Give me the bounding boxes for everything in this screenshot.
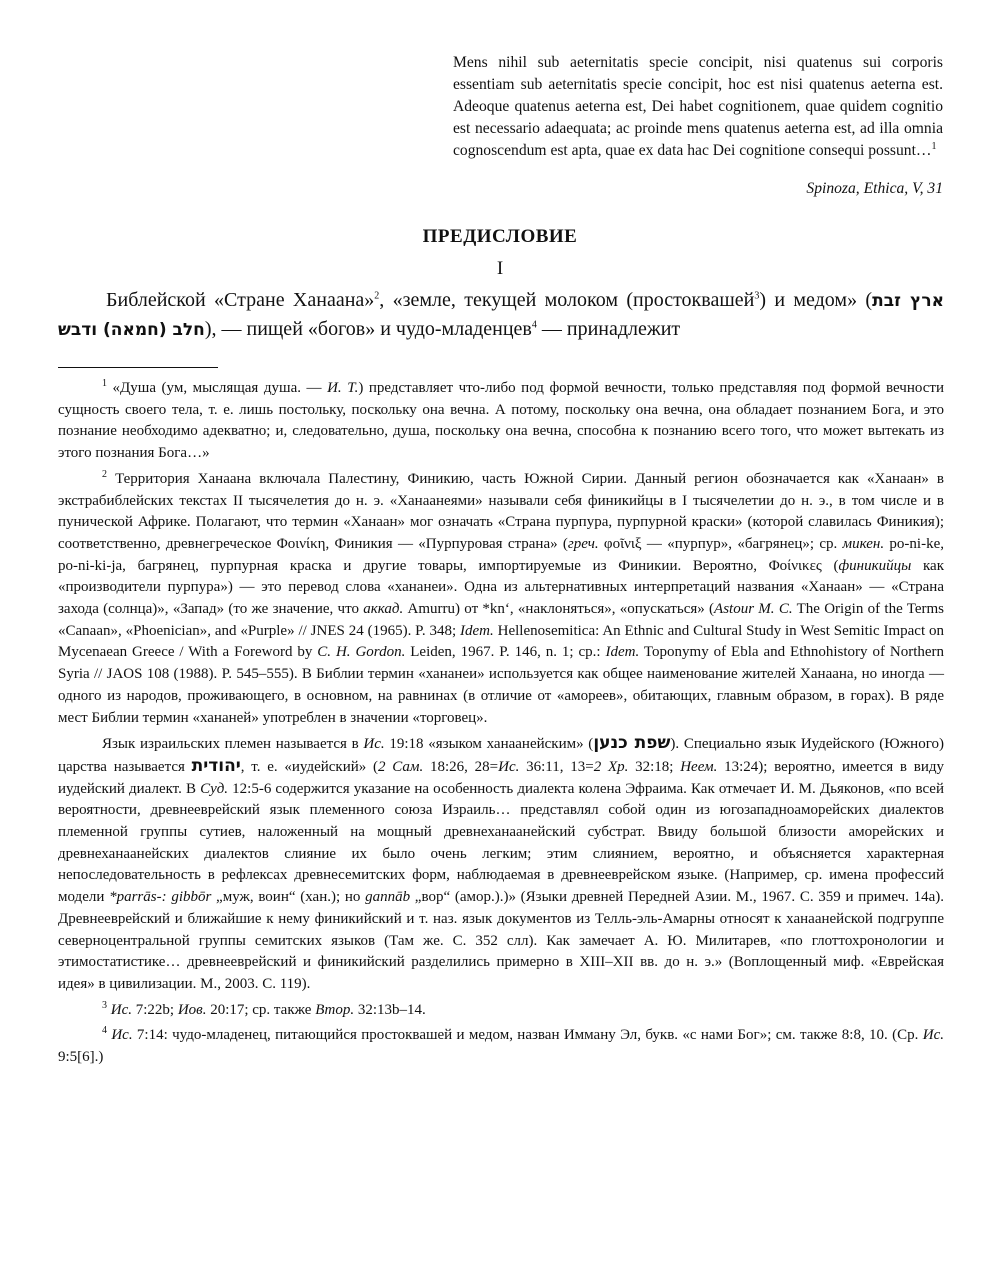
hebrew-phrase: יהודית: [191, 755, 241, 776]
footnote-text-italic: gannāb: [365, 889, 411, 906]
footnote-text: Территория Ханаана включала Палестину, Финикию, часть Южной Сирии. Данный регион обозначается как «Ханаан» в экстрабиблейских текстах II тысячелетия до н. э. «Ханаанеями» называли себя финикийцы в I тысячелетии до н. э., в том числе и в пунической Африке. Полагают, что термин «Ханаан» мог означать «Страна пурпура, пурпурной краски» (которой славилась Финикия); соответственно, древнегреческое Φοινίκη, Финикия — «Пурпуровая страна» (: [58, 470, 944, 552]
footnote-text: 36:11, 13=: [519, 758, 594, 775]
footnote-text-italic: греч.: [567, 535, 599, 552]
footnote-text-italic: Втор.: [315, 1001, 355, 1018]
footnote-text: Язык израильских племен называется в: [102, 736, 364, 753]
footnote-text-italic: И. Т.: [327, 380, 359, 396]
footnote-2-continued: [58, 733, 944, 995]
main-paragraph: [58, 286, 944, 344]
footnote-text: 32:18;: [628, 758, 681, 775]
footnote-text-italic: 2 Хр.: [593, 758, 629, 775]
footnote-text-italic: микен.: [842, 535, 885, 552]
footnote-text: 7:22b;: [132, 1001, 178, 1018]
footnote-text: 18:26, 28=: [423, 758, 499, 775]
footnote-text-italic: Иов.: [177, 1001, 207, 1018]
footnote-4: [58, 1025, 944, 1068]
footnote-text: Toponymy of Ebla and Ethnohistory of Northern Syria // JAOS 108 (1988). P. 545–555). В Библии термин «хананеи» используется как общее наименование жителей Ханаана, но иногда — одного из народов, проживающего, в основном, на равнинах (в отличие от «амореев», обитающих, главным образом, в горах). В ряде мест Библии термин «хананей» употреблен в значении «торговец».: [58, 644, 945, 726]
footnote-text: 7:14: чудо-младенец, питающийся простоквашей и медом, назван Имману Эл, букв. «с нами Бог»; см. также 8:8, 10. (Ср.: [132, 1027, 923, 1044]
footnote-text: Amurru) от *kn‘, «наклоняться», «опускаться» (: [403, 601, 715, 618]
main-text-part: — принадлежит: [536, 318, 681, 340]
footnote-text: 13:24); вероятно, имеется в виду иудейский диалект. В: [58, 758, 944, 797]
footnote-text: 12:5-6 содержится указание на особенность диалекта колена Эфраима. Как отмечает И. М. Дьяконов, «по всей вероятности, древнееврейский язык племенного союза Израиль… представлял собой один из югозападноаморейских диалектов племенной группы сутиев, наложенный на мощный древнеханаанейский субстрат. Ввиду большой близости аморейских и древнеханаанейских диалектов слияние их было очень легким; этим слиянием, вероятно, и объясняется характерная непоследовательность в рефлексах древнесемитских форм, наблюдаемая в древнееврейском языке. (Например, ср. имена профессий модели: [58, 780, 944, 906]
footnote-text: , т. е. «иудейский» (: [240, 758, 379, 775]
footnote-text: φοῖνιξ — «пурпур», «багрянец»; ср.: [598, 535, 843, 552]
footnote-text-italic: Суд.: [200, 780, 229, 797]
footnote-text-italic: Ис.: [922, 1027, 944, 1044]
footnote-text-italic: Idem.: [460, 622, 494, 639]
footnote-mark: 4: [531, 319, 537, 331]
footnote-mark: 2: [374, 290, 380, 302]
footnote-text: The Origin of the Terms «Canaan», «Phoenician», and «Purple» // JNES 24 (1965). P. 348;: [58, 601, 944, 639]
footnote-text: «Душа (ум, мыслящая душа. —: [112, 380, 328, 396]
footnote-text: ) представляет что-либо под формой вечности, только представляя под формой вечности сущность своего тела, т. е. лишь постольку, поскольку она вечна. А потому, поскольку она вечна, она обладает познанием Бога, и это познание необходимо адекватно; и, следовательно, душа, поскольку она вечна, способна к познанию всего того, что может вытекать из этого познания Бога…»: [58, 380, 944, 462]
footnote-text-italic: Ис.: [498, 758, 520, 775]
footnote-text-italic: *parrās-: gibbōr: [109, 889, 212, 906]
footnote-text: po-ni-ke, po-ni-ki-ja, багрянец, пурпурная краска и другие товары, импортируемые из Финикии. Вероятно, Φοίνικες (: [58, 535, 944, 574]
main-text-part: Библейской «Стране Ханаана»: [106, 289, 375, 311]
footnote-divider: [58, 367, 218, 368]
epigraph-source: Spinoza, Ethica, V, 31: [806, 180, 943, 197]
hebrew-phrase: שפת כנען: [593, 733, 671, 754]
footnote-text: „муж, воин“ (хан.); но: [211, 889, 366, 906]
footnote-text-italic: Ис.: [111, 1027, 133, 1044]
footnote-text-italic: Astour M. C.: [714, 601, 793, 618]
epigraph-text: Mens nihil sub aeternitatis specie concipit, nisi quatenus sui corporis essentiam sub aeternitatis specie concipit, hoc est nisi quatenus aeterna est. Adeoque quatenus aeterna est, Dei habet cognitionem, quae quidem cognitio est necessario adaequata; ac proinde mens quatenus aeterna est, ad illa omnia cognoscendum est apta, quae ex data hac Dei cognitione consequi possunt…: [453, 54, 943, 159]
footnote-text: Hellenosemitica: An Ethnic and Cultural Study in West Semitic Impact on Mycenaean Greece / With a Foreword by: [58, 622, 944, 661]
footnote-text: 9:5[6].): [58, 1049, 104, 1066]
footnote-1: [58, 378, 944, 465]
footnote-mark: 3: [102, 999, 107, 1011]
footnote-mark: 1: [931, 140, 937, 152]
footnote-text: 32:13b–14.: [354, 1001, 426, 1018]
section-number: I: [496, 258, 504, 279]
footnote-text-italic: финикийцы: [838, 557, 912, 574]
hebrew-phrase: ארץ זבת חלב (חמאה) ודבש: [58, 291, 944, 340]
footnote-text: 20:17; ср. также: [206, 1001, 316, 1018]
main-text-part: ), — пищей «богов» и чудо-младенцев: [204, 318, 532, 340]
footnote-text-italic: Неем.: [680, 758, 718, 775]
footnote-mark: 3: [754, 290, 760, 302]
main-text-part: ) и медом» (: [759, 289, 873, 311]
main-text-part: , «земле, текущей молоком (простоквашей: [379, 289, 755, 311]
footnote-text-italic: Ис.: [110, 1001, 132, 1018]
footnote-mark: 4: [102, 1025, 107, 1037]
footnotes: [58, 378, 944, 1073]
footnote-mark: 2: [102, 468, 107, 480]
footnote-text-italic: C. H. Gordon.: [317, 644, 406, 661]
page-title: ПРЕДИСЛОВИЕ: [422, 226, 578, 247]
footnote-3: [58, 1000, 944, 1022]
footnote-mark: 1: [102, 378, 107, 389]
footnote-text: „вор“ (амор.).)» (Языки древней Передней Азии. М., 1967. С. 359 и примеч. 14а). Древнееврейский и ближайшие к нему финикийский и т. наз. язык документов из Телль-эль-Амарны относят к ханаанейской подгруппе северноцентральной группы семитских языков (Там же. С. 352 слл). Как замечает А. Ю. Милитарев, «по глоттохронологии и этимостатистике… древнееврейский и финикийский разделились примерно в XIII–XII вв. до н. э.» (Воплощенный миф. «Еврейская идея» в цивилизации. М., 2003. С. 119).: [58, 889, 944, 992]
footnote-text-italic: 2 Сам.: [378, 758, 424, 775]
footnote-text-italic: Ис.: [363, 736, 385, 753]
footnote-text-italic: Idem.: [605, 644, 640, 661]
footnote-text: Leiden, 1967. P. 146, n. 1; cp.:: [405, 644, 606, 661]
footnote-text: как «производители пурпура») — это перевод слова «хананеи». Одна из альтернативных интерпретаций названия «Ханаан» — «Страна захода (солнца)», «Запад» (то же значение, что: [58, 557, 944, 618]
footnote-text: 19:18 «языком ханаанейским» (: [384, 736, 594, 753]
epigraph: [453, 52, 943, 162]
footnote-text-italic: аккад.: [363, 601, 404, 618]
footnote-2: [58, 469, 944, 729]
footnote-text: ). Специально язык Иудейского (Южного) царства называется: [58, 736, 944, 775]
